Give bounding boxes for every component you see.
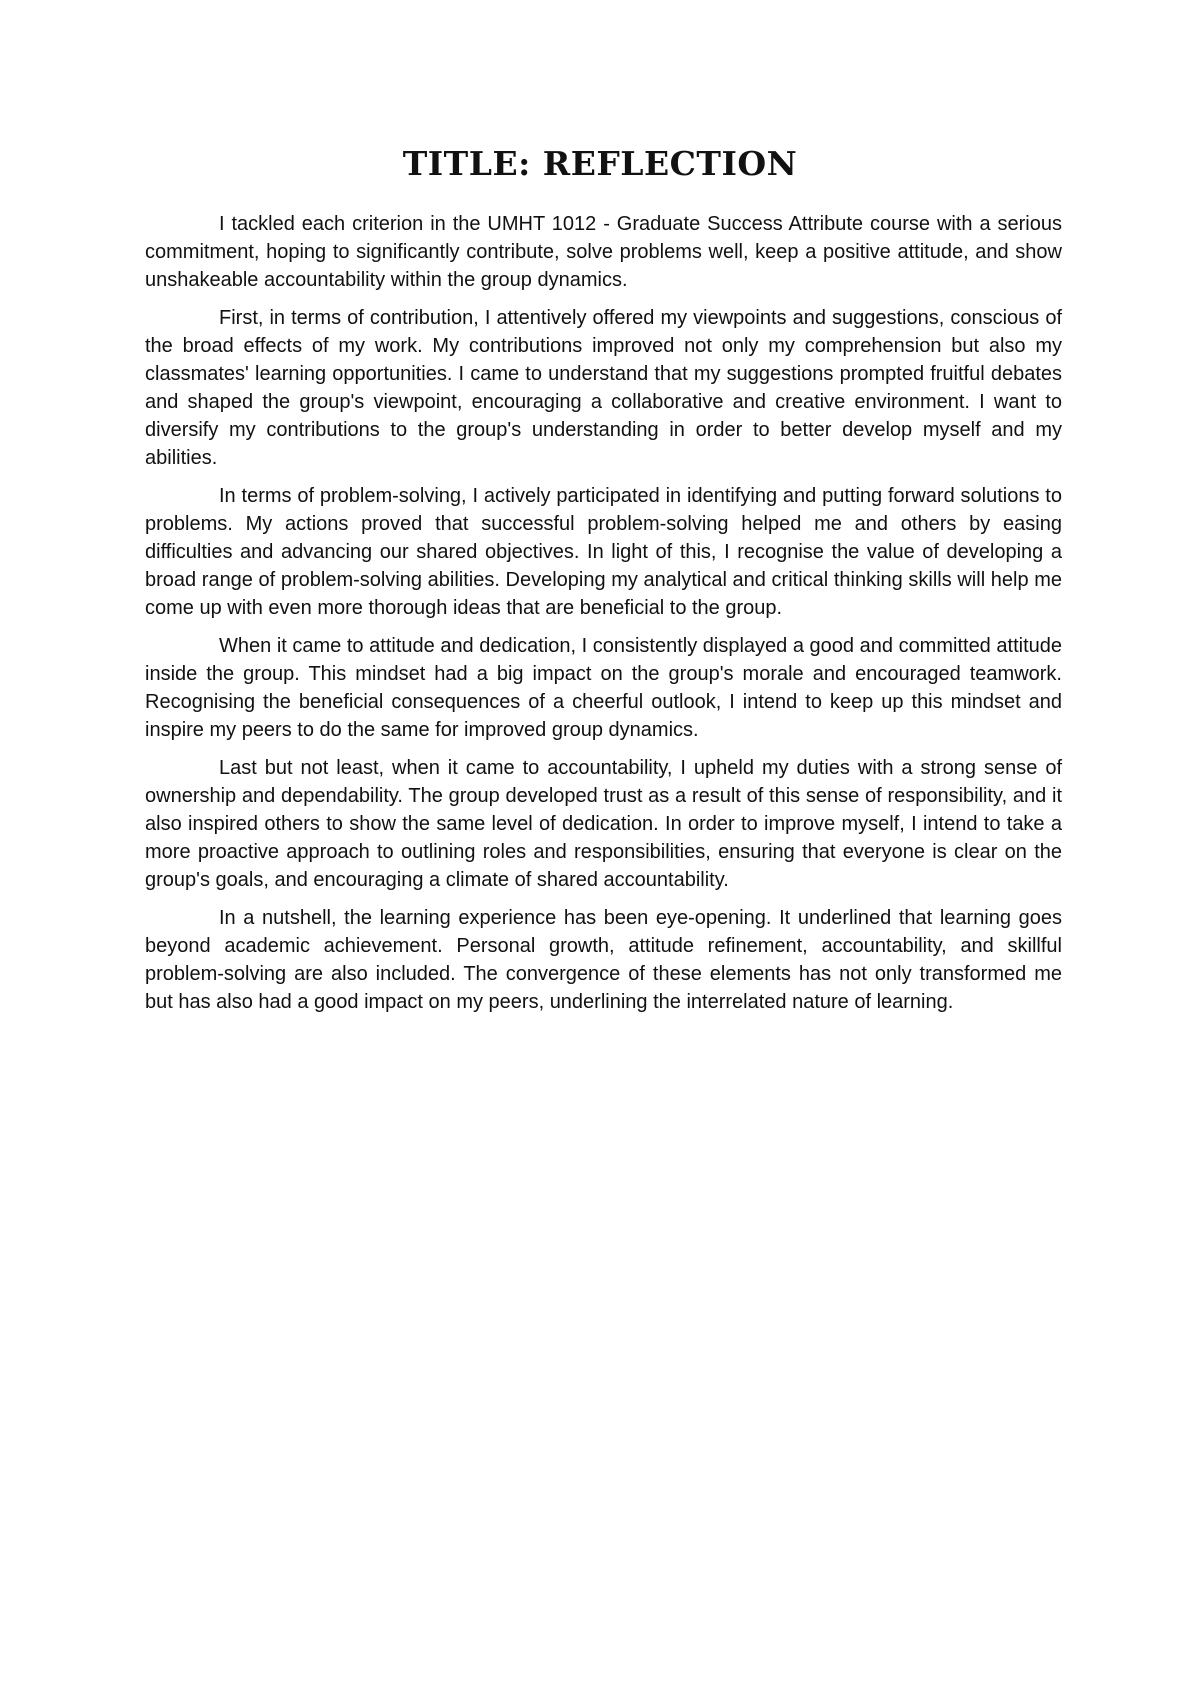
paragraph-intro: I tackled each criterion in the UMHT 1012 - Graduate Success Attribute course with a serious commitment, hoping to significantly contribute, solve problems well, keep a positive attitude, and show unshakeable accountability within the group dynamics. — [145, 213, 1062, 291]
paragraph-problem-solving: In terms of problem-solving, I actively participated in identifying and putting forward solutions to problems. My actions proved that successful problem-solving helped me and others by easing difficulties and advancing our shared objectives. In light of this, I recognise the value of developing a broad range of problem-solving abilities. Developing my analytical and critical thinking skills will help me come up with even more thorough ideas that are beneficial to the group. — [145, 485, 1062, 619]
paragraph-contribution: First, in terms of contribution, I attentively offered my viewpoints and suggestions, conscious of the broad effects of my work. My contributions improved not only my comprehension but also my classmates' learning opportunities. I came to understand that my suggestions prompted fruitful debates and shaped the group's viewpoint, encouraging a collaborative and creative environment. I want to diversify my contributions to the group's understanding in order to better develop myself and my abilities. — [145, 307, 1062, 469]
paragraph-attitude: When it came to attitude and dedication, I consistently displayed a good and committed attitude inside the group. This mindset had a big impact on the group's morale and encouraged teamwork. Recognising the beneficial consequences of a cheerful outlook, I intend to keep up this mindset and inspire my peers to do the same for improved group dynamics. — [145, 635, 1062, 741]
document-title: TITLE: REFLECTION — [402, 144, 798, 183]
paragraph-accountability: Last but not least, when it came to accountability, I upheld my duties with a strong sense of ownership and dependability. The group developed trust as a result of this sense of responsibility, and it also inspired others to show the same level of dedication. In order to improve myself, I intend to take a more proactive approach to outlining roles and responsibilities, ensuring that everyone is clear on the group's goals, and encouraging a climate of shared accountability. — [145, 757, 1062, 891]
document-body — [145, 210, 1062, 1026]
paragraph-conclusion: In a nutshell, the learning experience has been eye-opening. It underlined that learning goes beyond academic achievement. Personal growth, attitude refinement, accountability, and skillful problem-solving are also included. The convergence of these elements has not only transformed me but has also had a good impact on my peers, underlining the interrelated nature of learning. — [145, 907, 1062, 1013]
